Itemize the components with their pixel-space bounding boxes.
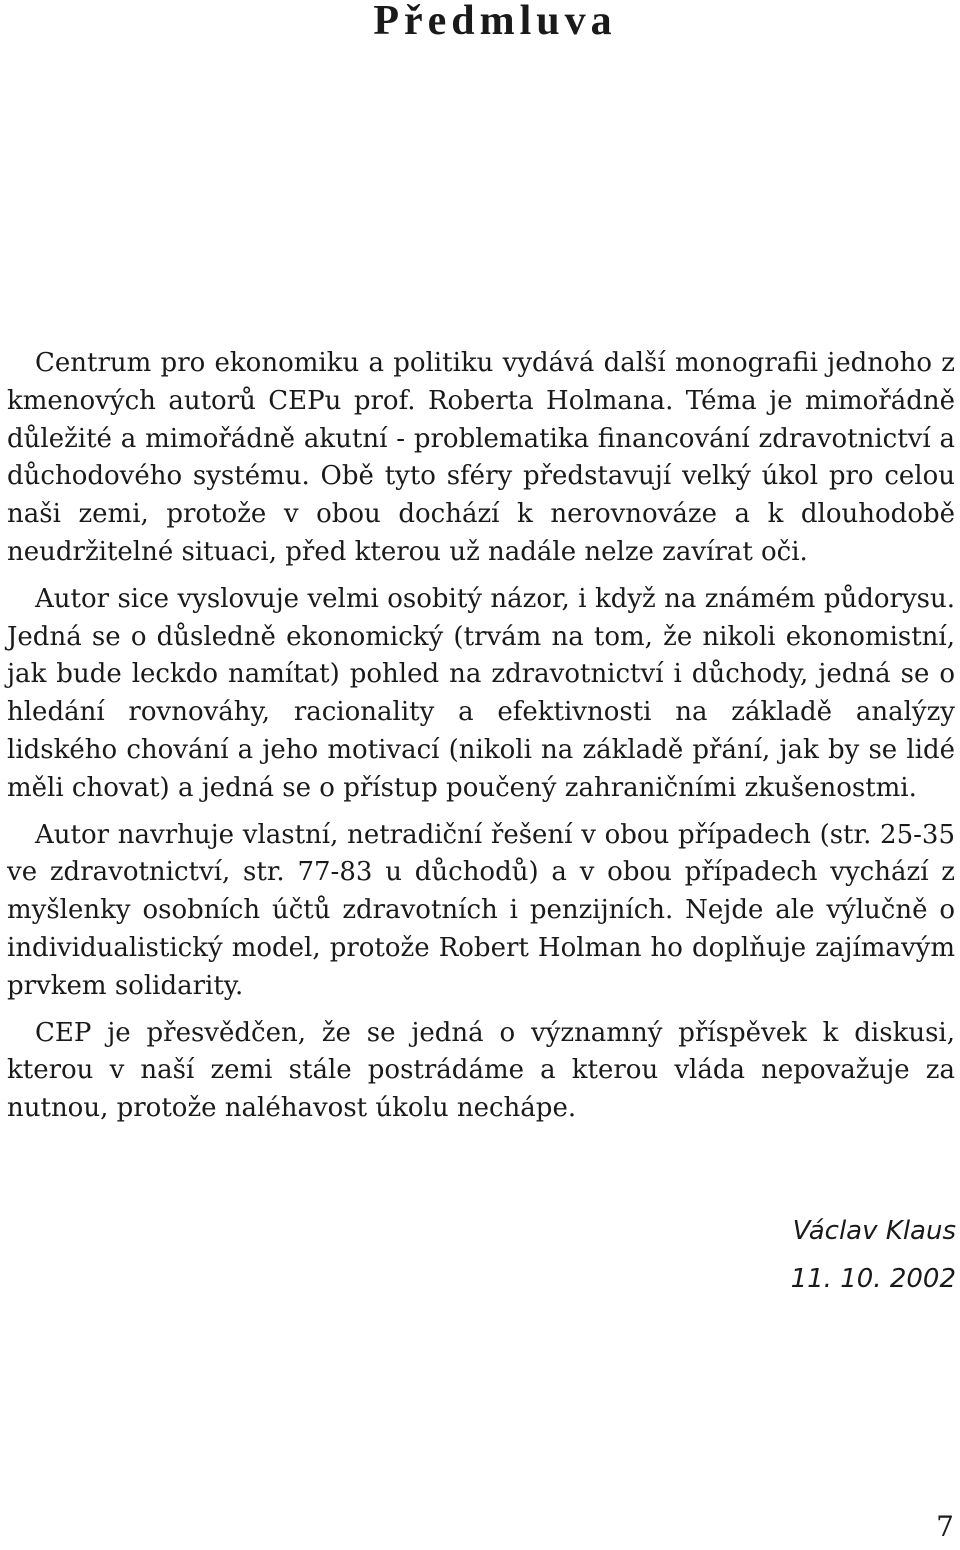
foreword-body	[7, 345, 955, 1137]
signature-name: Václav Klaus	[792, 1216, 956, 1246]
paragraph-4: CEP je přesvědčen, že se jedná o významný příspěvek k diskusi, kterou v naší zemi stále postrádáme a kterou vláda nepovažuje za nutnou, protože naléhavost úkolu nechápe.	[7, 1017, 955, 1124]
page-number: 7	[936, 1510, 954, 1543]
paragraph-2: Autor sice vyslovuje velmi osobitý názor, i když na známém půdorysu. Jedná se o důsledně ekonomický (trvám na tom, že nikoli ekonomistní, jak bude leckdo namítat) pohled na zdravotnictví i důchody, jedná se o hledání rovnováhy, racionality a efektivnosti na základě analýzy lidského chování a jeho motivací (nikoli na základě přání, jak by se lidé měli chovat) a jedná se o přístup poučený zahraničními zkušenostmi.	[7, 583, 955, 803]
paragraph-1: Centrum pro ekonomiku a politiku vydává další monografii jednoho z kmenových autorů CEPu prof. Roberta Holmana. Téma je mimořádně důležité a mimořádně akutní - problematika financování zdravotnictví a důchodového systému. Obě tyto sféry představují velký úkol pro celou naši zemi, protože v obou dochází k nerovnováze a k dlouhodobě neudržitelné situaci, před kterou už nadále nelze zavírat oči.	[7, 348, 955, 567]
page-title: Předmluva	[373, 0, 617, 44]
paragraph-3: Autor navrhuje vlastní, netradiční řešení v obou případech (str. 25-35 ve zdravotnictví, str. 77-83 u důchodů) a v obou případech vychází z myšlenky osobních účtů zdravotních i penzijních. Nejde ale výlučně o individualistický model, protože Robert Holman ho doplňuje zajímavým prvkem solidarity.	[7, 819, 955, 1001]
signature-date: 11. 10. 2002	[790, 1264, 956, 1294]
